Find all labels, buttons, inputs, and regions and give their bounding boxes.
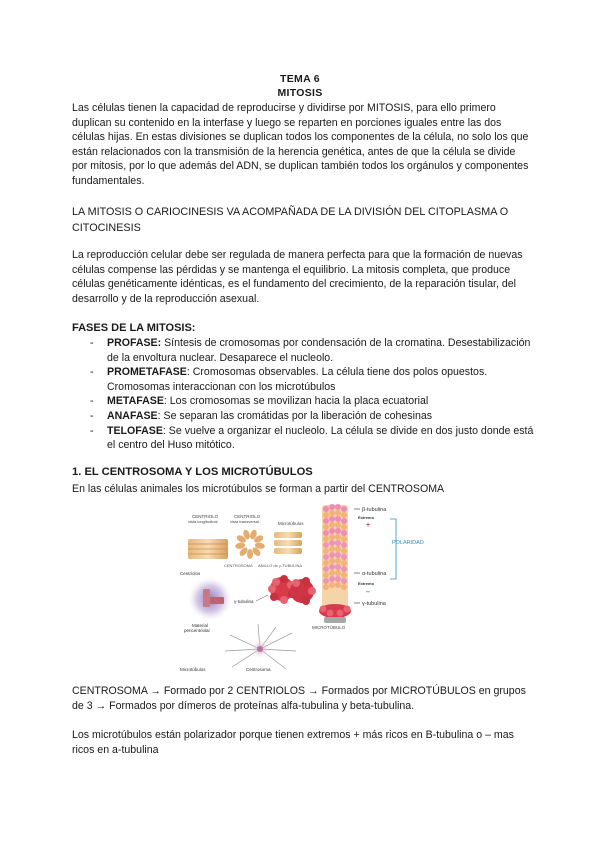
label-centriolo-trans: CENTRIOLO xyxy=(234,514,261,519)
centrosome-figure xyxy=(180,499,450,680)
list-item: - PROMETAFASE: Cromosomas observables. La célula tiene dos polos opuestos. Cromosomas interaccionan con los microtúbulos xyxy=(90,366,488,393)
phases-heading: FASES DE LA MITOSIS: xyxy=(72,322,196,334)
label-centriolo-long-sub: vista longitudinal xyxy=(188,519,218,524)
list-item: - PROFASE: Síntesis de cromosomas por condensación de la cromatina. Desestabilización de la envoltura nuclear. Desaparece el nucleolo. xyxy=(90,337,531,364)
label-pericentriolar: pericentriolar xyxy=(184,628,211,633)
topic-number: TEMA 6 xyxy=(280,73,320,85)
label-microtubulos2: Microtúbulos xyxy=(180,667,206,672)
label-anillo: ANILLO de γ-TUBULINA xyxy=(258,563,303,568)
centrosome-core xyxy=(257,646,263,652)
section-intro: En las células animales los microtúbulos se forman a partir del CENTROSOMA xyxy=(72,483,445,495)
label-microtubulo-caps: MICROTÚBULO xyxy=(312,625,346,630)
phases-list xyxy=(72,336,542,453)
label-gamma: γ-tubulina xyxy=(234,599,254,604)
intro-paragraph: Las células tienen la capacidad de reproducirse y dividirse por MITOSIS, para ello primero duplican su contenido en la interfase y luego se reparten en porciones iguales entre las dos células hijas. En estas divisiones se duplican todos los componentes de la célula, no solo los que están relacionados con la transmisión de la herencia genética, antes de que la célula se divide por mitosis, por lo que además del ADN, se duplican también todos los orgánulos y componentes fundamentales. xyxy=(72,102,529,187)
label-alfa: α-tubulina xyxy=(362,571,387,577)
label-plus: + xyxy=(366,522,371,529)
polarity-paragraph: Los microtúbulos están polarizador porque tienen extremos + más ricos en B-tubulina o – mas ricos en a-tubulina xyxy=(72,729,514,756)
section-heading: 1. EL CENTROSOMA Y LOS MICROTÚBULOS xyxy=(72,466,313,478)
microtubule-bundle xyxy=(274,532,302,554)
label-gamma2: γ-tubulina xyxy=(362,601,386,607)
microtubule-column xyxy=(319,504,351,623)
label-microtubulos: Microtúbulos xyxy=(278,521,304,526)
centriole-transversal xyxy=(235,529,266,559)
phase-description: : Se vuelve a organizar el nucleolo. La célula se divide en dos justo donde está el centro del Huso mitótico. xyxy=(107,424,534,452)
list-item: - TELOFASE: Se vuelve a organizar el nucleolo. La célula se divide en dos justo donde está el centro del Huso mitótico. xyxy=(90,424,534,452)
citocinesis-paragraph: LA MITOSIS O CARIOCINESIS VA ACOMPAÑADA DE LA DIVISIÓN DEL CITOPLASMA O CITOCINESIS xyxy=(72,206,509,234)
phase-name: ANAFASE xyxy=(107,409,158,422)
label-centrosoma2: Centrosoma xyxy=(246,667,271,672)
phase-description: : Cromosomas observables. La célula tiene dos polos opuestos. Cromosomas interaccionan con los microtúbulos xyxy=(107,366,488,393)
label-minus: – xyxy=(366,589,370,596)
regulation-paragraph: La reproducción celular debe ser regulada de manera perfecta para que la formación de nuevas células compense las pérdidas y se mantenga el equilibrio. La mitosis completa, que produce células genéticamente idénticas, es el fundamento del crecimiento, de la reparación tisular, del desarrollo y de la reproducción asexual. xyxy=(72,249,523,305)
list-item: - METAFASE: Los cromosomas se movilizan hacia la placa ecuatorial xyxy=(90,395,429,408)
phase-name: METAFASE xyxy=(107,395,164,408)
phase-name: TELOFASE xyxy=(107,424,163,437)
centriole-longitudinal xyxy=(188,539,228,559)
phase-description: : Se separan las cromátidas por la liberación de cohesinas xyxy=(157,409,433,422)
gamma-tubulin-ring xyxy=(268,575,316,605)
phase-description: : Los cromosomas se movilizan hacia la placa ecuatorial xyxy=(163,395,429,408)
label-extremo-plus: Extremo xyxy=(358,515,375,520)
label-centriolos: Centriolos xyxy=(180,571,201,576)
label-centriolo-trans-sub: vista transversal xyxy=(230,519,259,524)
phase-description: Síntesis de cromosomas por condensación de la cromatina. Desestabilización de la envoltura nuclear. Desaparece el nucleolo. xyxy=(107,337,531,364)
label-material: Material xyxy=(192,623,209,628)
label-extremo-minus: Extremo xyxy=(358,581,375,586)
polarity-bracket xyxy=(390,519,396,579)
centrosome-chain-paragraph: CENTROSOMA → Formado por 2 CENTRIOLOS → Formados por MICROTÚBULOS en grupos de 3 → Formados por dímeros de proteínas alfa-tubulina y beta-tubulina. xyxy=(72,685,526,712)
leader-line xyxy=(256,595,268,601)
centriole-shape xyxy=(203,589,210,607)
label-centrosoma-caps: CENTROSOMA xyxy=(224,563,253,568)
list-item: - ANAFASE: Se separan las cromátidas por la liberación de cohesinas xyxy=(90,409,433,422)
phase-name: PROMETAFASE xyxy=(107,366,187,379)
label-centriolo-long: CENTRIOLO xyxy=(192,514,219,519)
label-polaridad: POLARIDAD xyxy=(392,540,424,546)
label-beta: β-tubulina xyxy=(362,507,387,513)
centriole-shape xyxy=(210,597,224,604)
page-title: MITOSIS xyxy=(277,87,323,99)
phase-name: PROFASE: xyxy=(107,337,162,349)
